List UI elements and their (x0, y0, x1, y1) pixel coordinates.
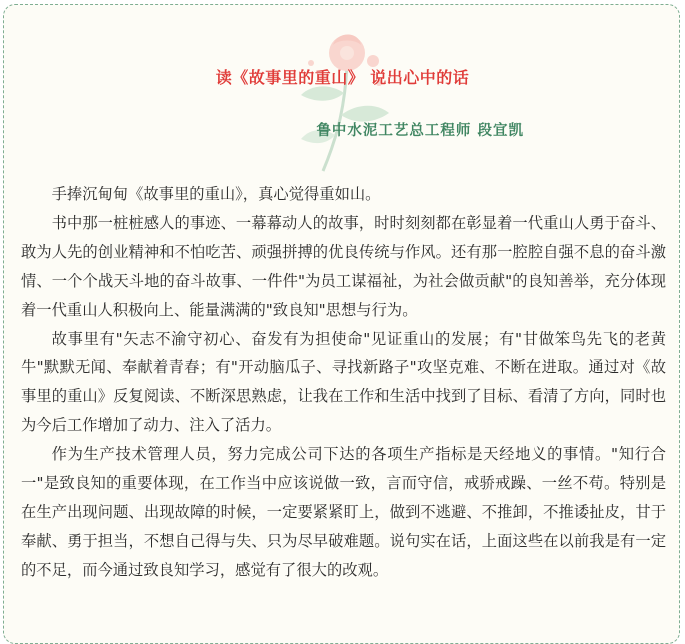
article-body (21, 180, 666, 585)
article-card (3, 4, 680, 644)
article-title: 读《故事里的重山》 说出心中的话 (215, 68, 470, 87)
flower-decoration-icon (289, 23, 399, 173)
article-author: 鲁中水泥工艺总工程师 段宜凯 (316, 123, 524, 139)
paragraph: 故事里有"矢志不渝守初心、奋发有为担使命"见证重山的发展；有"甘做笨鸟先飞的老黄牛"默默无闻、奉献着青春；有"开动脑瓜子、寻找新路子"攻坚克难、不断在进取。通过对《故事里的重山》反复阅读、不断深思熟虑，让我在工作和生活中找到了目标、看清了方向，同时也为今后工作增加了动力、注入了活力。 (21, 329, 666, 435)
paragraph: 书中那一桩桩感人的事迹、一幕幕动人的故事，时时刻刻都在彰显着一代重山人勇于奋斗、敢为人先的创业精神和不怕吃苦、顽强拼搏的优良传统与作风。还有那一腔腔自强不息的奋斗激情、一个个战天斗地的奋斗故事、一件件"为员工谋福祉，为社会做贡献"的良知善举，充分体现着一代重山人积极向上、能量满满的"致良知"思想与行为。 (21, 213, 666, 319)
paragraph: 作为生产技术管理人员，努力完成公司下达的各项生产指标是天经地义的事情。"知行合一"是致良知的重要体现，在工作当中应该说做一致，言而守信，戒骄戒躁、一丝不苟。特别是在生产出现问题、出现故障的时候，一定要紧紧盯上，做到不逃避、不推卸，不推诿扯皮，甘于奉献、勇于担当，不想自己得与失、只为尽早破难题。说句实在话，上面这些在以前我是有一定的不足，而今通过致良知学习，感觉有了很大的改观。 (21, 445, 666, 579)
paragraph: 手捧沉甸甸《故事里的重山》，真心觉得重如山。 (51, 185, 381, 203)
